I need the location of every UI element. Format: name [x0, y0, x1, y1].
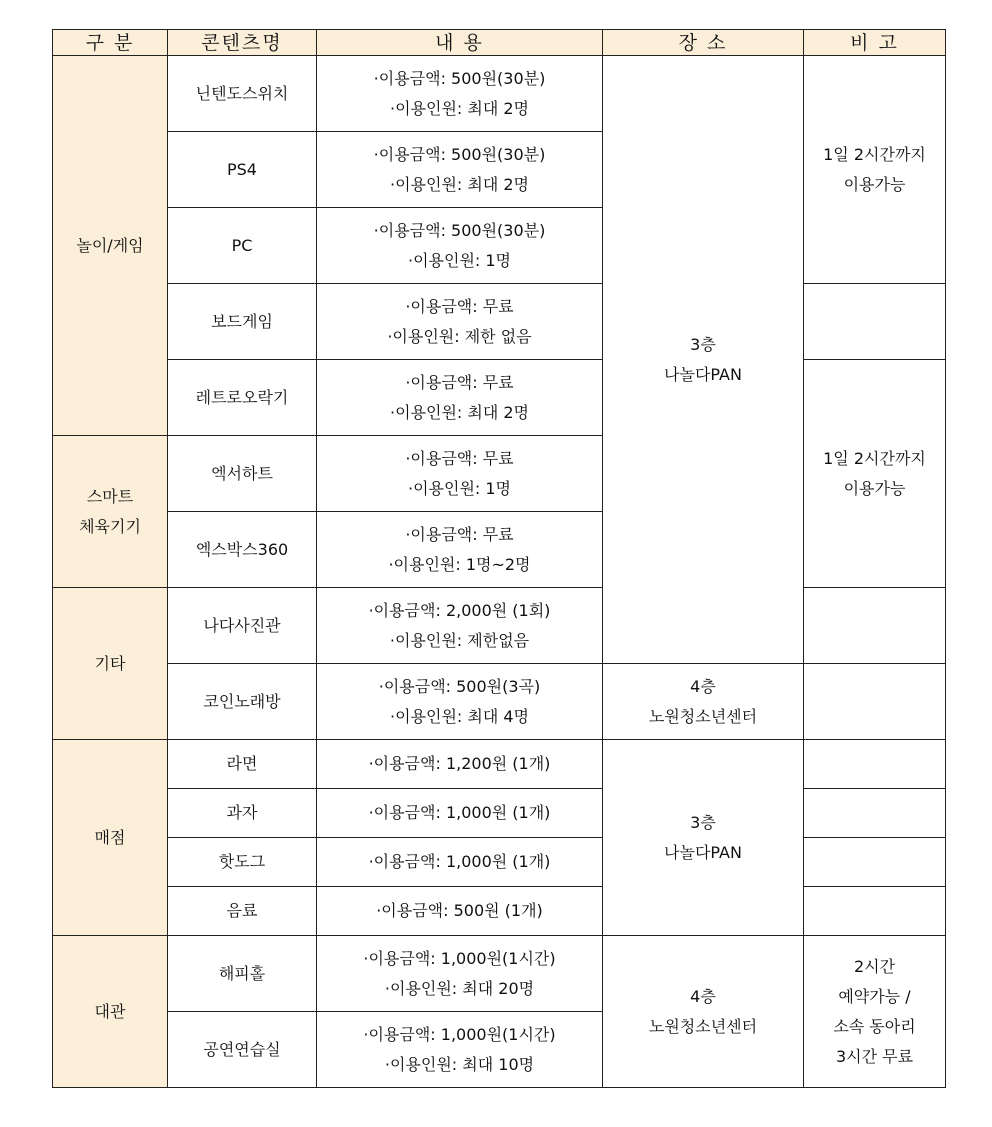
detail-capacity: ·이용인원: 제한 없음	[387, 326, 532, 346]
table-row	[53, 664, 946, 740]
content-name: 코인노래방	[168, 664, 317, 740]
place-floor: 4층	[690, 986, 716, 1006]
detail-fee: ·이용금액: 무료	[405, 448, 514, 468]
content-name: 핫도그	[168, 838, 317, 887]
content-detail	[317, 436, 603, 512]
detail-fee: ·이용금액: 2,000원 (1회)	[368, 600, 551, 620]
header-content-name: 콘텐츠명	[168, 30, 317, 56]
place-cell	[603, 740, 804, 936]
detail-fee: ·이용금액: 1,200원 (1개)	[368, 754, 551, 773]
detail-fee: ·이용금액: 무료	[405, 372, 514, 392]
table-row	[53, 936, 946, 1012]
place-cell	[603, 664, 804, 740]
header-row	[53, 30, 946, 56]
place-room: 노원청소년센터	[648, 706, 758, 726]
content-name: 나다사진관	[168, 588, 317, 664]
note-line: 이용가능	[843, 174, 906, 194]
note-cell	[804, 360, 946, 588]
detail-fee: ·이용금액: 무료	[405, 296, 514, 316]
place-cell	[603, 56, 804, 664]
content-name: 과자	[168, 789, 317, 838]
content-detail	[317, 360, 603, 436]
table-row	[53, 588, 946, 664]
content-detail	[317, 512, 603, 588]
detail-fee: ·이용금액: 500원(3곡)	[378, 676, 541, 696]
detail-fee: ·이용금액: 500원(30분)	[373, 144, 546, 164]
table-row	[53, 740, 946, 789]
detail-capacity: ·이용인원: 최대 10명	[384, 1054, 535, 1074]
facility-fee-table	[52, 29, 946, 1088]
content-name: 닌텐도스위치	[168, 56, 317, 132]
note-cell-empty	[804, 740, 946, 789]
note-line: 2시간	[853, 956, 896, 976]
note-cell-empty	[804, 588, 946, 664]
detail-capacity: ·이용인원: 최대 20명	[384, 978, 535, 998]
table-row	[53, 838, 946, 887]
content-detail	[317, 132, 603, 208]
category-line: 스마트	[86, 486, 134, 506]
content-name: 보드게임	[168, 284, 317, 360]
content-detail	[317, 789, 603, 838]
content-detail	[317, 1012, 603, 1088]
note-line: 3시간 무료	[835, 1046, 914, 1066]
note-line: 1일 2시간까지	[823, 448, 926, 468]
content-name: 해피홀	[168, 936, 317, 1012]
note-line: 소속 동아리	[833, 1016, 916, 1036]
detail-fee: ·이용금액: 1,000원(1시간)	[363, 1024, 556, 1044]
detail-capacity: ·이용인원: 1명	[407, 478, 512, 498]
place-room: 노원청소년센터	[648, 1016, 758, 1036]
place-cell	[603, 936, 804, 1088]
table-row	[53, 284, 946, 360]
content-name: 레트로오락기	[168, 360, 317, 436]
category-etc: 기타	[53, 588, 168, 740]
note-line: 이용가능	[843, 478, 906, 498]
content-detail	[317, 740, 603, 789]
note-cell-empty	[804, 284, 946, 360]
content-detail	[317, 838, 603, 887]
detail-capacity: ·이용인원: 최대 2명	[389, 174, 530, 194]
content-detail	[317, 887, 603, 936]
note-cell-empty	[804, 664, 946, 740]
detail-fee: ·이용금액: 1,000원 (1개)	[368, 852, 551, 871]
detail-fee: ·이용금액: 무료	[405, 524, 514, 544]
content-name: PS4	[168, 132, 317, 208]
detail-fee: ·이용금액: 1,000원(1시간)	[363, 948, 556, 968]
table-row	[53, 887, 946, 936]
content-detail	[317, 284, 603, 360]
content-detail	[317, 588, 603, 664]
place-room: 나놀다PAN	[664, 842, 742, 862]
content-detail	[317, 664, 603, 740]
content-detail	[317, 208, 603, 284]
detail-capacity: ·이용인원: 1명	[407, 250, 512, 270]
place-floor: 3층	[690, 812, 716, 832]
note-line: 1일 2시간까지	[823, 144, 926, 164]
detail-capacity: ·이용인원: 최대 2명	[389, 402, 530, 422]
detail-fee: ·이용금액: 500원(30분)	[373, 220, 546, 240]
content-name: 엑스박스360	[168, 512, 317, 588]
content-name: 라면	[168, 740, 317, 789]
note-line: 예약가능 /	[838, 986, 911, 1006]
detail-capacity: ·이용인원: 최대 4명	[389, 706, 530, 726]
place-room: 나놀다PAN	[664, 364, 742, 384]
content-detail	[317, 56, 603, 132]
category-line: 체육기기	[79, 516, 141, 536]
header-detail: 내 용	[317, 30, 603, 56]
category-rental: 대관	[53, 936, 168, 1088]
detail-capacity: ·이용인원: 제한없음	[389, 630, 530, 650]
category-play: 놀이/게임	[53, 56, 168, 436]
content-name: PC	[168, 208, 317, 284]
place-floor: 3층	[690, 334, 716, 354]
place-floor: 4층	[690, 676, 716, 696]
content-name: 음료	[168, 887, 317, 936]
detail-fee: ·이용금액: 500원(30분)	[373, 68, 546, 88]
detail-capacity: ·이용인원: 최대 2명	[389, 98, 530, 118]
table-row	[53, 360, 946, 436]
note-cell	[804, 936, 946, 1088]
detail-fee: ·이용금액: 500원 (1개)	[376, 901, 543, 920]
detail-fee: ·이용금액: 1,000원 (1개)	[368, 803, 551, 822]
header-category: 구 분	[53, 30, 168, 56]
note-cell-empty	[804, 789, 946, 838]
header-note: 비 고	[804, 30, 946, 56]
content-name: 엑서하트	[168, 436, 317, 512]
detail-capacity: ·이용인원: 1명~2명	[388, 554, 531, 574]
content-detail	[317, 936, 603, 1012]
table-row	[53, 56, 946, 132]
content-name: 공연연습실	[168, 1012, 317, 1088]
note-cell	[804, 56, 946, 284]
note-cell-empty	[804, 838, 946, 887]
note-cell-empty	[804, 887, 946, 936]
table-row	[53, 789, 946, 838]
category-smart-fitness	[53, 436, 168, 588]
category-store: 매점	[53, 740, 168, 936]
header-place: 장 소	[603, 30, 804, 56]
